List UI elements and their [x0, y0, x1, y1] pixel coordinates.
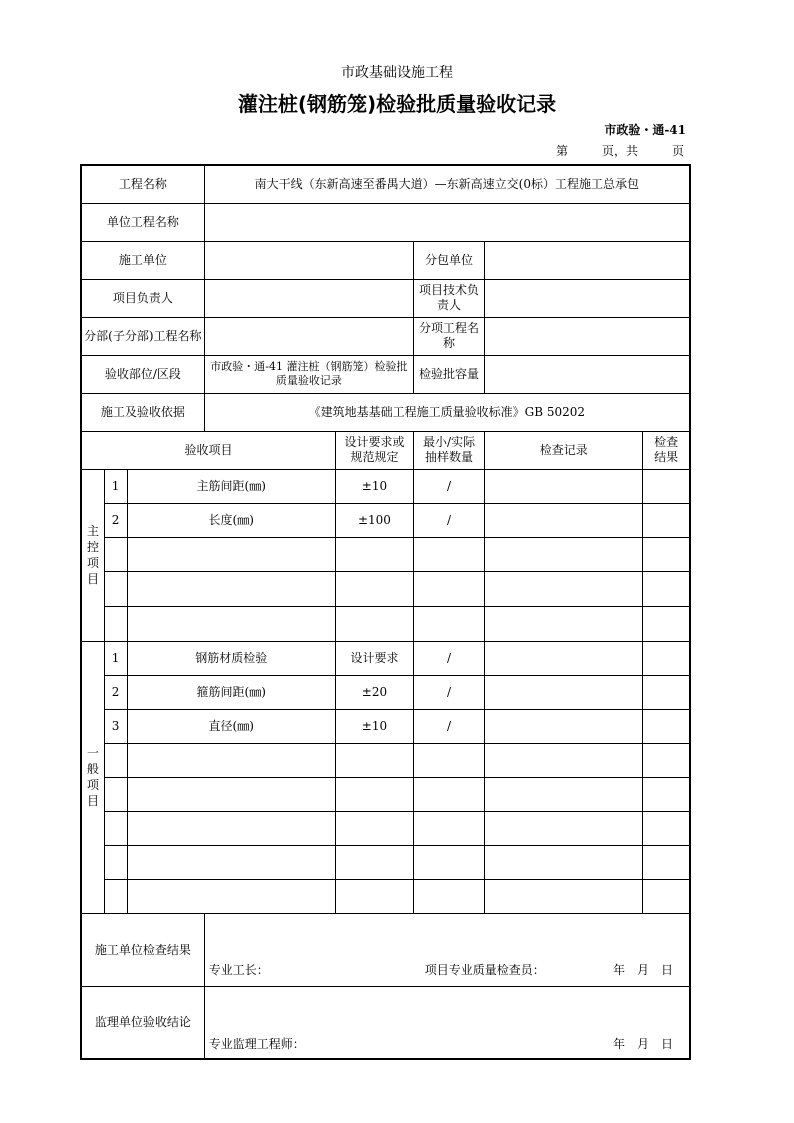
row-record[interactable]	[485, 503, 643, 537]
row-item	[127, 777, 335, 811]
row-item	[127, 743, 335, 777]
document-subtitle: 市政基础设施工程	[341, 65, 453, 81]
construction-unit-row	[81, 241, 690, 279]
page-ye-gong-label: 页，共	[602, 144, 639, 158]
row-sample: /	[414, 709, 485, 743]
row-number	[104, 845, 127, 879]
row-sample	[414, 537, 485, 571]
row-sample	[414, 606, 485, 641]
row-item: 主筋间距(㎜)	[127, 469, 335, 503]
inspection-part-row	[81, 355, 690, 393]
row-requirement: ±20	[335, 675, 413, 709]
row-record[interactable]	[485, 777, 643, 811]
row-requirement	[335, 537, 413, 571]
row-result[interactable]	[643, 469, 690, 503]
row-sample: /	[414, 469, 485, 503]
date-label-2: 年 月 日	[612, 1036, 673, 1051]
col-header-design: 设计要求或规范规定	[335, 431, 413, 469]
row-result[interactable]	[643, 709, 690, 743]
row-record[interactable]	[485, 469, 643, 503]
row-requirement	[335, 811, 413, 845]
row-requirement: ±10	[335, 709, 413, 743]
tech-leader-label: 项目技术负责人	[414, 279, 485, 317]
row-number: 1	[104, 469, 127, 503]
row-sample: /	[414, 503, 485, 537]
row-result[interactable]	[643, 606, 690, 641]
supervisor-label: 专业监理工程师：	[208, 1036, 305, 1051]
row-record[interactable]	[485, 743, 643, 777]
row-number	[104, 743, 127, 777]
table-row	[81, 709, 690, 743]
subitem-value[interactable]	[485, 317, 690, 355]
row-number: 2	[104, 675, 127, 709]
subitem-label: 分项工程名称	[414, 317, 485, 355]
table-row	[81, 845, 690, 879]
row-result[interactable]	[643, 743, 690, 777]
table-row	[81, 641, 690, 675]
row-sample	[414, 743, 485, 777]
row-item	[127, 845, 335, 879]
table-row	[81, 777, 690, 811]
table-row	[81, 606, 690, 641]
form-code: 市政验・通-41	[604, 123, 686, 137]
row-record[interactable]	[485, 845, 643, 879]
row-result[interactable]	[643, 537, 690, 571]
foreman-label: 专业工长：	[208, 962, 269, 977]
row-item: 钢筋材质检验	[127, 641, 335, 675]
date-label: 年 月 日	[612, 962, 673, 977]
project-leader-label: 项目负责人	[81, 279, 204, 317]
page-di-label: 第	[556, 144, 569, 158]
row-record[interactable]	[485, 709, 643, 743]
division-label: 分部(子分部)工程名称	[81, 317, 204, 355]
row-requirement: 设计要求	[335, 641, 413, 675]
row-sample	[414, 777, 485, 811]
row-record[interactable]	[485, 879, 643, 913]
row-result[interactable]	[643, 571, 690, 606]
row-number	[104, 606, 127, 641]
construction-check-area[interactable]	[204, 913, 690, 986]
row-result[interactable]	[643, 675, 690, 709]
row-result[interactable]	[643, 879, 690, 913]
row-number	[104, 811, 127, 845]
division-row	[81, 317, 690, 355]
table-row	[81, 571, 690, 606]
row-requirement	[335, 845, 413, 879]
row-result[interactable]	[643, 811, 690, 845]
row-result[interactable]	[643, 641, 690, 675]
basis-value: 《建筑地基基础工程施工质量验收标准》GB 50202	[204, 393, 690, 431]
row-requirement	[335, 743, 413, 777]
unit-project-value[interactable]	[204, 203, 690, 241]
row-requirement	[335, 606, 413, 641]
project-name-label: 工程名称	[81, 165, 204, 203]
subcontract-unit-value[interactable]	[485, 241, 690, 279]
row-requirement	[335, 777, 413, 811]
basis-label: 施工及验收依据	[81, 393, 204, 431]
inspection-part-value[interactable]: 市政验・通-41 灌注桩（钢筋笼）检验批质量验收记录	[204, 355, 413, 393]
row-item	[127, 606, 335, 641]
supervision-area[interactable]	[204, 986, 690, 1059]
row-record[interactable]	[485, 571, 643, 606]
project-leader-value[interactable]	[204, 279, 413, 317]
construction-check-row	[81, 913, 690, 986]
row-record[interactable]	[485, 606, 643, 641]
row-number	[104, 879, 127, 913]
row-number: 2	[104, 503, 127, 537]
row-item	[127, 537, 335, 571]
row-item	[127, 811, 335, 845]
row-number	[104, 537, 127, 571]
construction-check-label: 施工单位检查结果	[81, 913, 204, 986]
construction-unit-label: 施工单位	[81, 241, 204, 279]
row-number: 1	[104, 641, 127, 675]
row-sample: /	[414, 641, 485, 675]
subcontract-unit-label: 分包单位	[414, 241, 485, 279]
row-record[interactable]	[485, 641, 643, 675]
row-requirement: ±10	[335, 469, 413, 503]
row-result[interactable]	[643, 503, 690, 537]
unit-project-row	[81, 203, 690, 241]
supervision-label: 监理单位验收结论	[81, 986, 204, 1059]
leader-row	[81, 279, 690, 317]
row-record[interactable]	[485, 675, 643, 709]
row-sample: /	[414, 675, 485, 709]
page-ye-label: 页	[672, 144, 685, 158]
row-requirement	[335, 879, 413, 913]
row-record[interactable]	[485, 537, 643, 571]
row-record[interactable]	[485, 811, 643, 845]
column-header-row	[81, 431, 690, 469]
col-header-sample: 最小/实际抽样数量	[414, 431, 485, 469]
table-row	[81, 537, 690, 571]
row-item: 箍筋间距(㎜)	[127, 675, 335, 709]
row-number	[104, 571, 127, 606]
table-row	[81, 879, 690, 913]
col-header-record: 检查记录	[485, 431, 643, 469]
row-item: 长度(㎜)	[127, 503, 335, 537]
table-row	[81, 743, 690, 777]
table-row	[81, 811, 690, 845]
row-number: 3	[104, 709, 127, 743]
row-requirement: ±100	[335, 503, 413, 537]
row-number	[104, 777, 127, 811]
supervision-row	[81, 986, 690, 1059]
document-title: 灌注桩(钢筋笼)检验批质量验收记录	[237, 92, 557, 116]
col-header-item: 验收项目	[81, 431, 335, 469]
row-sample	[414, 571, 485, 606]
project-name-value: 南大干线（东新高速至番禺大道）—东新高速立交(0标）工程施工总承包	[204, 165, 690, 203]
batch-capacity-value[interactable]	[485, 355, 690, 393]
row-result[interactable]	[643, 777, 690, 811]
table-row	[81, 469, 690, 503]
basis-row	[81, 393, 690, 431]
quality-inspector-label: 项目专业质量检查员：	[424, 962, 545, 977]
tech-leader-value[interactable]	[485, 279, 690, 317]
division-value[interactable]	[204, 317, 413, 355]
project-name-row	[81, 165, 690, 203]
row-item	[127, 571, 335, 606]
main-control-label: 主控项目	[81, 469, 104, 641]
row-sample	[414, 811, 485, 845]
inspection-part-label: 验收部位/区段	[81, 355, 204, 393]
table-row	[81, 503, 690, 537]
inspection-record-table	[80, 164, 691, 1060]
row-requirement	[335, 571, 413, 606]
row-item	[127, 879, 335, 913]
construction-unit-value[interactable]	[204, 241, 413, 279]
row-sample	[414, 845, 485, 879]
col-header-result: 检查结果	[643, 431, 690, 469]
batch-capacity-label: 检验批容量	[414, 355, 485, 393]
row-result[interactable]	[643, 845, 690, 879]
row-sample	[414, 879, 485, 913]
general-items-label: 一般项目	[81, 641, 104, 913]
unit-project-label: 单位工程名称	[81, 203, 204, 241]
table-row	[81, 675, 690, 709]
row-item: 直径(㎜)	[127, 709, 335, 743]
